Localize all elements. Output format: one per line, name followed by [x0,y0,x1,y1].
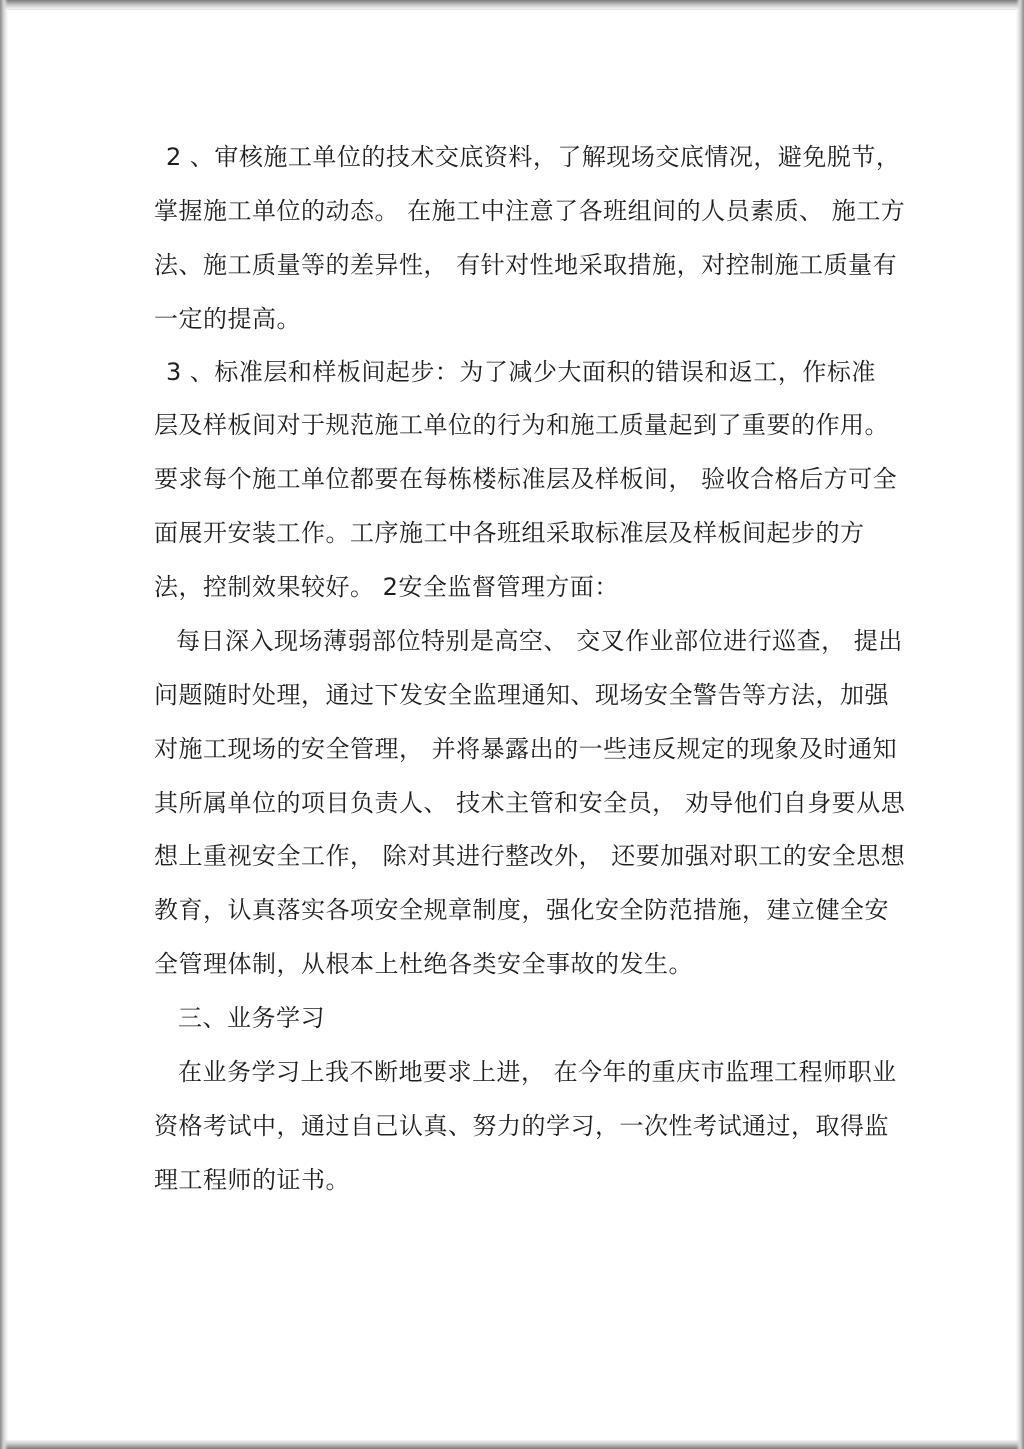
text-line: 2 、审核施工单位的技术交底资料，了解现场交底情况，避免脱节， [166,143,901,171]
text-line: 3 、标准层和样板间起步：为了减少大面积的错误和返工，作标准 [166,358,876,386]
text-line: 掌握施工单位的动态。 在施工中注意了各班组间的人员素质、 施工方 [154,197,906,225]
text-line: 其所属单位的项目负责人、 技术主管和安全员， 劝导他们自身要从思 [154,789,906,817]
text-line: 一定的提高。 [154,305,301,333]
text-line: 法、施工质量等的差异性， 有针对性地采取措施，对控制施工质量有 [154,251,898,279]
text-line: 法，控制效果较好。 2安全监督管理方面： [154,573,619,601]
text-line: 教育，认真落实各项安全规章制度，强化安全防范措施，建立健全安 [154,896,889,924]
section-heading: 三、业务学习 [178,1004,325,1032]
text-line: 在业务学习上我不断地要求上进， 在今年的重庆市监理工程师职业 [178,1058,897,1086]
text-line: 全管理体制，从根本上杜绝各类安全事故的发生。 [154,950,693,978]
text-line: 面展开安装工作。工序施工中各班组采取标准层及样板间起步的方 [154,519,865,547]
text-line: 对施工现场的安全管理， 并将暴露出的一些违反规定的现象及时通知 [154,735,898,763]
text-line: 理工程师的证书。 [154,1166,350,1194]
text-line: 层及样板间对于规范施工单位的行为和施工质量起到了重要的作用。 [154,411,889,439]
text-line: 资格考试中，通过自己认真、努力的学习，一次性考试通过，取得监 [154,1112,889,1140]
text-line: 问题随时处理，通过下发安全监理通知、现场安全警告等方法，加强 [154,681,889,709]
text-line: 每日深入现场薄弱部位特别是高空、 交叉作业部位进行巡查， 提出 [176,627,903,655]
document-page [8,9,1016,1440]
text-line: 要求每个施工单位都要在每栋楼标准层及样板间， 验收合格后方可全 [154,465,898,493]
text-line: 想上重视安全工作， 除对其进行整改外， 还要加强对职工的安全思想 [154,842,906,870]
